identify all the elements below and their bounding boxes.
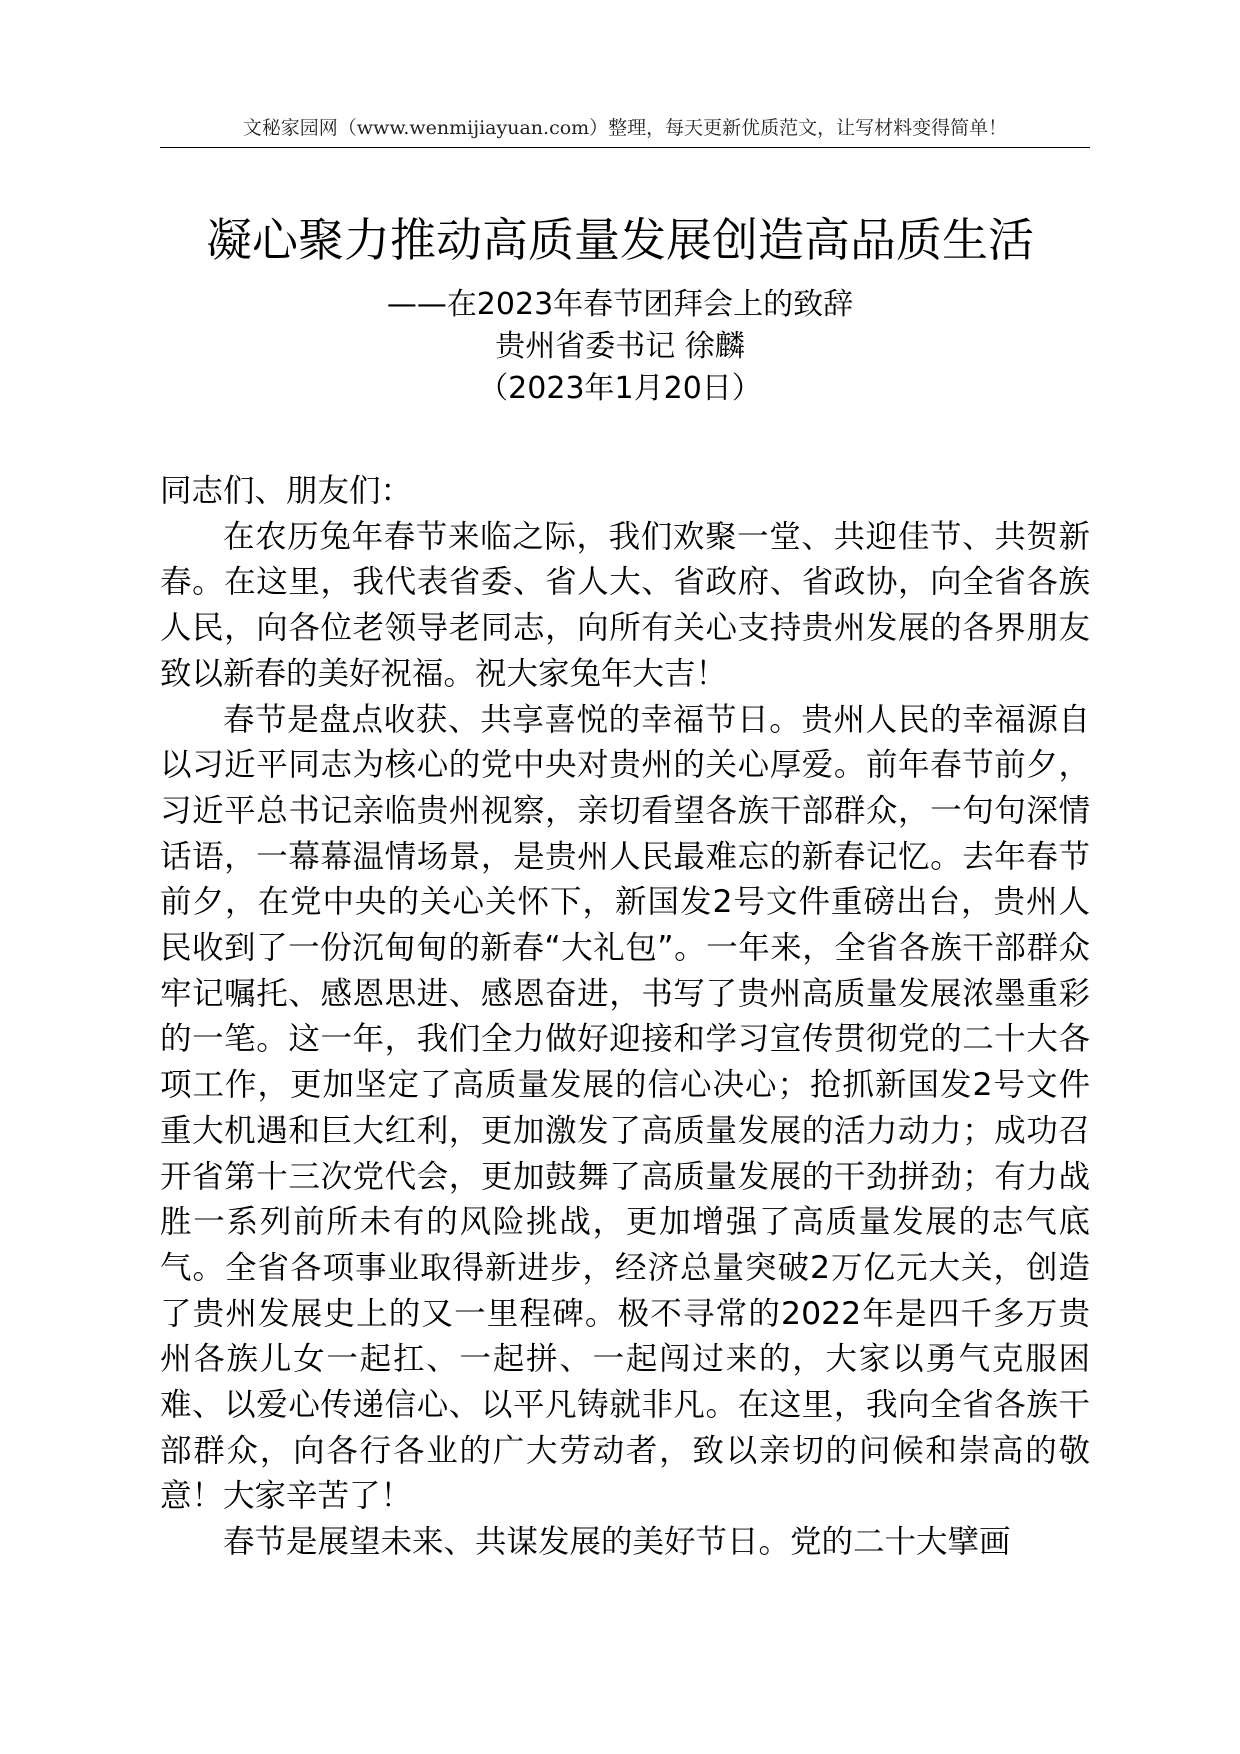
header-divider <box>160 147 1090 148</box>
document-title: 凝心聚力推动高质量发展创造高品质生活 <box>206 213 1034 267</box>
document-subtitle: ——在2023年春节团拜会上的致辞 <box>386 287 854 322</box>
salutation: 同志们、朋友们： <box>160 473 413 509</box>
document-date: （2023年1月20日） <box>478 371 762 406</box>
body-paragraph: 春节是展望未来、共谋发展的美好节日。党的二十大擘画 <box>223 1524 1011 1561</box>
body-paragraph: 在农历兔年春节来临之际，我们欢聚一堂、共迎佳节、共贺新春。在这里，我代表省委、省人大、省政府、省政协，向全省各族人民，向各位老领导老同志，向所有关心支持贵州发展的各界朋友致以新春的美好祝福。祝大家兔年大吉！ <box>160 518 1090 692</box>
document-body <box>160 469 1090 1566</box>
document-author: 贵州省委书记 徐麟 <box>495 329 745 364</box>
page-header: 文秘家园网（www.wenmijiayuan.com）整理，每天更新优质范文，让写材料变得简单！ <box>242 117 1008 139</box>
body-paragraph: 春节是盘点收获、共享喜悦的幸福节日。贵州人民的幸福源自以习近平同志为核心的党中央对贵州的关心厚爱。前年春节前夕，习近平总书记亲临贵州视察，亲切看望各族干部群众，一句句深情话语，一幕幕温情场景，是贵州人民最难忘的新春记忆。去年春节前夕，在党中央的关心关怀下，新国发2号文件重磅出台，贵州人民收到了一份沉甸甸的新春“大礼包”。一年来，全省各族干部群众牢记嘱托、感恩思进、感恩奋进，书写了贵州高质量发展浓墨重彩的一笔。这一年，我们全力做好迎接和学习宣传贯彻党的二十大各项工作，更加坚定了高质量发展的信心决心；抢抓新国发2号文件重大机遇和巨大红利，更加激发了高质量发展的活力动力；成功召开省第十三次党代会，更加鼓舞了高质量发展的干劲拼劲；有力战胜一系列前所未有的风险挑战，更加增强了高质量发展的志气底气。全省各项事业取得新进步，经济总量突破2万亿元大关，创造了贵州发展史上的又一里程碑。极不寻常的2022年是四千多万贵州各族儿女一起扛、一起拼、一起闯过来的，大家以勇气克服困难、以爱心传递信心、以平凡铸就非凡。在这里，我向全省各族干部群众，向各行各业的广大劳动者，致以亲切的问候和崇高的敬意！大家辛苦了！ <box>160 701 1090 1515</box>
